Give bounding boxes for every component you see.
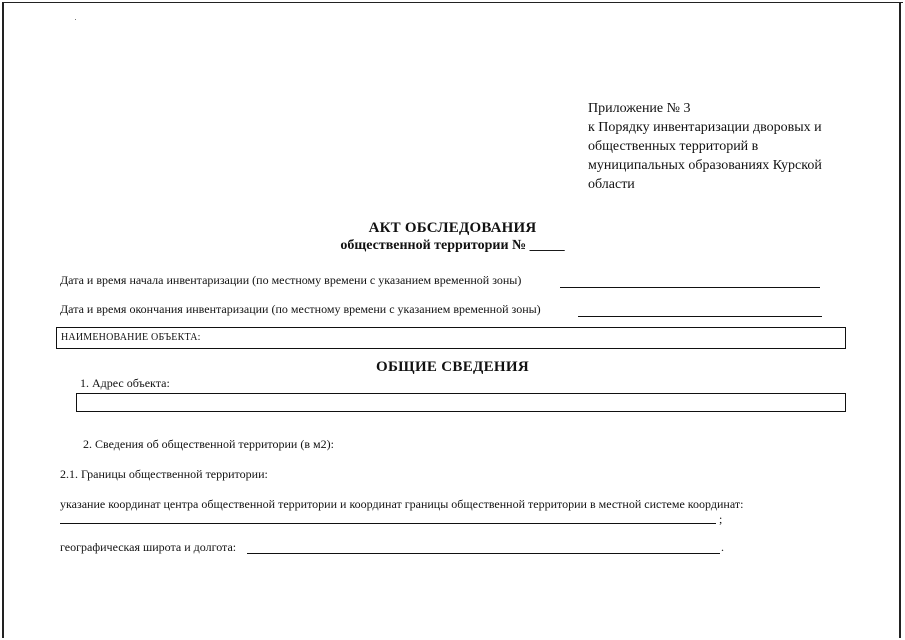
start-datetime-label: Дата и время начала инвентаризации (по местному времени с указанием временной зоны): [60, 273, 522, 287]
start-datetime-field[interactable]: [560, 287, 820, 288]
appendix-note: [588, 99, 888, 194]
address-field[interactable]: [76, 393, 846, 412]
end-datetime-field[interactable]: [578, 316, 822, 317]
appendix-line: к Порядку инвентаризации дворовых и: [588, 120, 822, 135]
geo-label: географическая широта и долгота:: [60, 540, 237, 554]
document-title: АКТ ОБСЛЕДОВАНИЯ: [368, 220, 537, 236]
page-left-edge: [2, 2, 4, 638]
coords-field[interactable]: [60, 523, 716, 524]
page-top-edge: [2, 2, 903, 3]
appendix-line: области: [588, 177, 635, 192]
appendix-line: Приложение № 3: [588, 101, 691, 116]
geo-end-mark: .: [721, 540, 724, 554]
boundaries-label: 2.1. Границы общественной территории:: [60, 467, 268, 481]
appendix-line: муниципальных образованиях Курской: [588, 158, 822, 173]
object-name-label: НАИМЕНОВАНИЕ ОБЪЕКТА:: [61, 332, 201, 343]
page-right-edge: [899, 2, 901, 638]
territory-info-label: 2. Сведения об общественной территории (в м2):: [83, 437, 334, 451]
end-datetime-label: Дата и время окончания инвентаризации (по местному времени с указанием временной зоны): [60, 302, 541, 316]
coords-label: указание координат центра общественной территории и координат границы общественной территории в местной системе координат:: [60, 497, 744, 511]
address-label: 1. Адрес объекта:: [80, 376, 170, 390]
general-info-heading: ОБЩИЕ СВЕДЕНИЯ: [375, 359, 529, 375]
coords-end-mark: ;: [719, 512, 723, 526]
appendix-line: общественных территорий в: [588, 139, 759, 154]
object-name-field[interactable]: [56, 327, 846, 349]
document-subtitle: общественной территории № _____: [340, 238, 565, 253]
scan-speck: [75, 19, 76, 20]
geo-field[interactable]: [247, 553, 720, 554]
